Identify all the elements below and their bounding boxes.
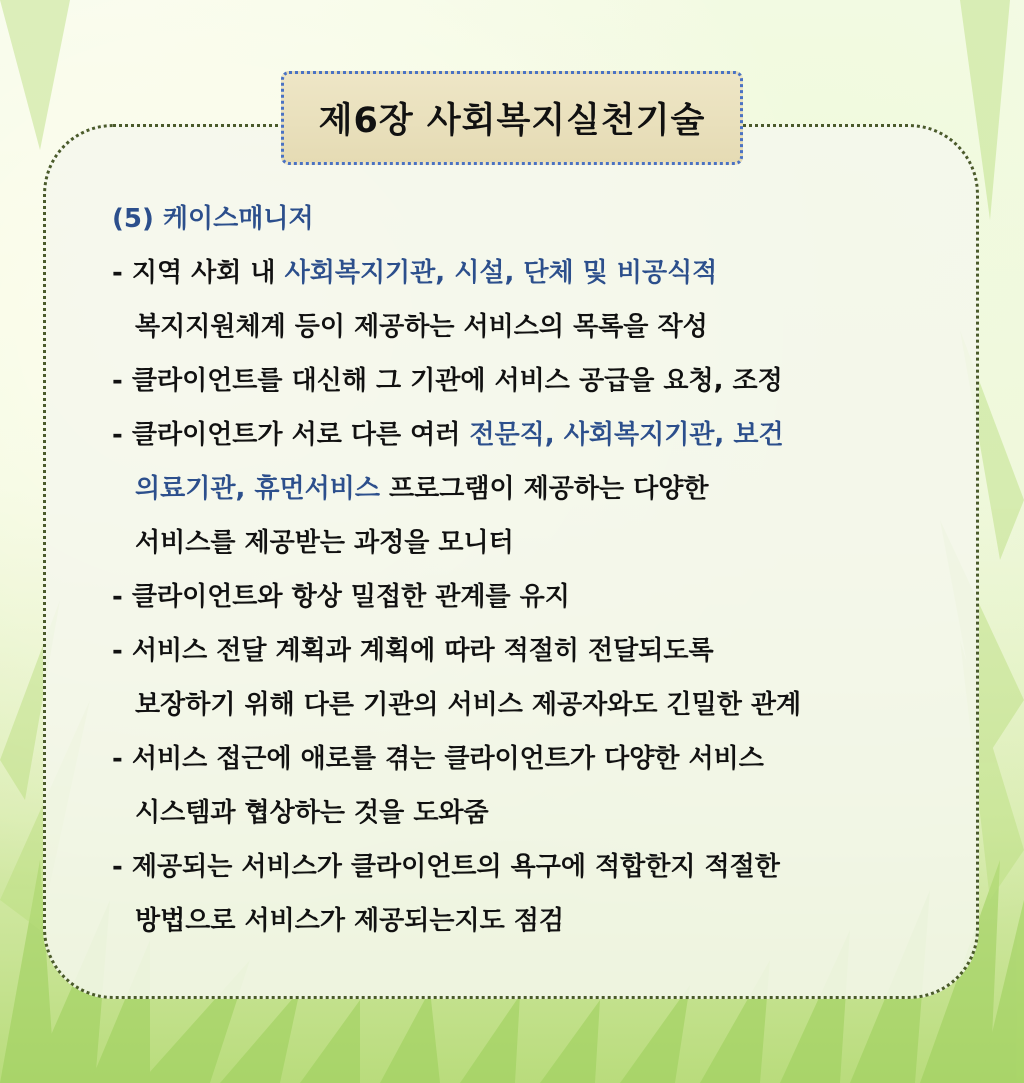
text-segment: 프로그램이 제공하는 다양한 [379, 474, 709, 504]
text-segment: 서비스를 제공받는 과정을 모니터 [135, 528, 514, 558]
highlight-segment: 사회복지기관, 시설, 단체 및 비공식적 [284, 258, 718, 288]
text-line-6 [112, 516, 962, 570]
text-segment: 보장하기 위해 다른 기관의 서비스 제공자와도 긴밀한 관계 [135, 690, 802, 720]
title-box [281, 71, 743, 165]
content-body [112, 192, 962, 948]
text-line-3 [112, 354, 962, 408]
text-segment: 복지지원체계 등이 제공하는 서비스의 목록을 작성 [135, 312, 708, 342]
text-line-9 [112, 678, 962, 732]
slide-title: 제6장 사회복지실천기술 [318, 101, 706, 141]
text-line-12 [112, 840, 962, 894]
text-segment: 방법으로 서비스가 제공되는지도 점검 [135, 906, 565, 936]
text-segment: - 클라이언트가 서로 다른 여러 [112, 420, 470, 450]
text-line-11 [112, 786, 962, 840]
text-segment: - 클라이언트를 대신해 그 기관에 서비스 공급을 요청, 조정 [112, 366, 783, 396]
text-line-13 [112, 894, 962, 948]
text-segment: - 클라이언트와 항상 밀접한 관계를 유지 [112, 582, 570, 612]
text-line-2 [112, 300, 962, 354]
text-segment: - 지역 사회 내 [112, 258, 285, 288]
text-line-5 [112, 462, 962, 516]
text-segment: - 서비스 전달 계획과 계획에 따라 적절히 전달되도록 [112, 636, 714, 666]
section-heading: (5) 케이스매니저 [112, 204, 314, 234]
highlight-segment: 의료기관, 휴먼서비스 [135, 474, 380, 504]
text-segment: - 서비스 접근에 애로를 겪는 클라이언트가 다양한 서비스 [112, 744, 764, 774]
highlight-segment: 전문직, 사회복지기관, 보건 [469, 420, 784, 450]
text-segment: - 제공되는 서비스가 클라이언트의 욕구에 적합한지 적절한 [112, 852, 780, 882]
text-line-1 [112, 246, 962, 300]
text-line-4 [112, 408, 962, 462]
text-line-7 [112, 570, 962, 624]
text-line-8 [112, 624, 962, 678]
text-line-10 [112, 732, 962, 786]
text-segment: 시스템과 협상하는 것을 도와줌 [135, 798, 489, 828]
